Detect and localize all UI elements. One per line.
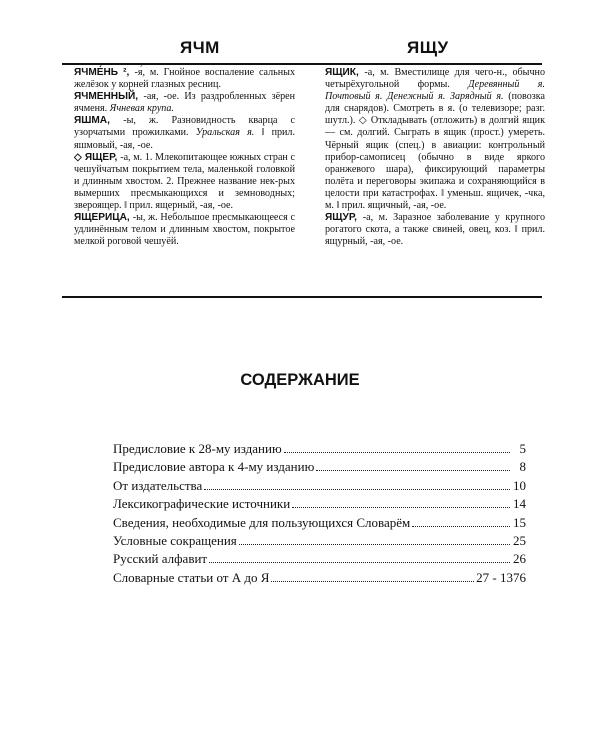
entry-grammar: -а, м. [364,67,390,78]
toc-leader-dots [316,460,510,471]
dictionary-entry [74,91,295,115]
toc-item-page: 26 [513,551,526,567]
entry-definition: 1. Млекопитающее южных стран с чешуйчатым покрытием тела, маленькой головкой и длинным хвостом. 2. Прежнее название нек-рых вымерших пресмыкающихся и земноводных; звероящер. [74,151,295,212]
entry-definition: Вместилище для чего-н., обычно четырёхугольной формы. [325,67,545,91]
toc-item[interactable] [113,477,526,495]
entry-headword: ЯЩЕРИЦА, [74,212,133,224]
dictionary-entry [74,212,295,248]
toc-item-page: 10 [513,477,526,493]
toc-item-title: Словарные статьи от А до Я [113,569,270,585]
toc-item-title: Сведения, необходимые для пользующихся Словарём [113,514,411,530]
toc-item-title: Лексикографические источники [113,496,291,512]
entry-grammar: -ая, -ое. [143,91,180,103]
table-of-contents [113,440,526,587]
dictionary-entry [325,212,545,248]
toc-item[interactable] [113,550,526,568]
entry-headword: ЯЩИК, [325,67,365,78]
entry-grammar: -ы, ж. [123,115,159,127]
entry-definition: Разновидность кварца с узорчатыми прожилками. [74,115,295,139]
toc-leader-dots [239,534,510,545]
entry-example: Ячневая крупа. [107,103,174,115]
toc-item[interactable] [113,495,526,513]
dictionary-entry [74,115,295,151]
toc-item[interactable] [113,532,526,550]
right-column [325,67,545,248]
entry-example: Деревянный я. Почтовый я. Денежный я. Зарядный я. [325,79,545,103]
entry-derivative: (повозка для снарядов). Смотреть в я. (о телевизоре; разг. шутл.). ◇ Откладывать (отложить) в долгий ящик — см. долгий. Сыграть в ящик (прост.) умереть. Чёрный ящик (спец.) в авиации: контрольный прибор-самописец (обычно в виде яркого оранжевого шара), фиксирующий параметры полёта и переговоры экипажа и сохраняющийся в целости при катастрофах. ‖ уменьш. ящичек, -чка, м. ‖ прил. ящичный, -ая, -ое. [325,91,546,212]
dictionary-entry [74,67,295,91]
toc-item[interactable] [113,458,526,476]
toc-item[interactable] [113,514,526,532]
toc-leader-dots [204,479,510,490]
entry-derivative: ‖ прил. яшмовый, -ая, -ое. [74,127,295,151]
entry-grammar: -а, м. [362,212,388,224]
entry-headword: ЯШМА, [74,115,124,127]
toc-item-page: 15 [513,514,526,530]
section-divider [62,296,542,298]
toc-item-title: Условные сокращения [113,533,237,549]
entry-grammar: -ы, ж. [132,212,158,224]
toc-leader-dots [271,571,474,582]
toc-item-page: 27 - 1376 [476,569,526,585]
toc-leader-dots [284,442,510,453]
toc-item-title: Предисловие автора к 4-му изданию [113,459,315,475]
entry-definition: Небольшое пресмыкающееся с удлинённым телом и длинным хвостом, покрытое мелкой роговой чешуёй. [74,212,296,248]
entry-definition: Заразное заболевание у крупного рогатого скота, а также свиней, овец, коз. [325,212,545,236]
toc-item-title: Русский алфавит [113,551,208,567]
entry-grammar: -а, м. [120,151,143,163]
left-column [74,67,295,248]
toc-item-page: 14 [513,496,526,512]
entry-derivative: ‖ прил. ящерный, -ая, -ое. [121,200,234,212]
toc-item-title: Предисловие к 28-му изданию [113,441,282,456]
dictionary-entry [74,152,295,212]
entry-headword: ◇ ЯЩЕР, [74,151,121,163]
entry-definition: Гнойное воспаление сальных желёзок у корней глазных ресниц. [74,67,295,91]
toc-item[interactable] [113,440,526,458]
entry-example: Уральская я. [188,127,255,139]
entry-grammar: -я́, м. [134,67,159,78]
contents-title: СОДЕРЖАНИЕ [240,371,360,389]
toc-item-title: От издательства [113,477,203,493]
entry-headword: ЯЩУР, [325,212,363,224]
entry-derivative: ‖ прил. ящурный, -ая, -ое. [325,224,545,248]
toc-leader-dots [209,552,510,563]
toc-item-page: 8 [519,459,526,475]
toc-item-page: 25 [513,533,526,549]
entry-definition: Из раздробленных зёрен ячменя. [74,91,295,115]
toc-leader-dots [292,497,510,508]
header-rule [62,63,542,65]
toc-leader-dots [412,516,510,527]
toc-item-page: 5 [519,441,526,456]
left-guide-word: ЯЧМ [180,38,220,57]
dictionary-entry [325,67,545,212]
entry-headword: ЯЧМЕННЫЙ, [74,91,144,103]
entry-headword: ЯЧМЕ́НЬ ², [74,67,135,78]
toc-item[interactable] [113,569,526,587]
right-guide-word: ЯЩУ [407,38,449,57]
